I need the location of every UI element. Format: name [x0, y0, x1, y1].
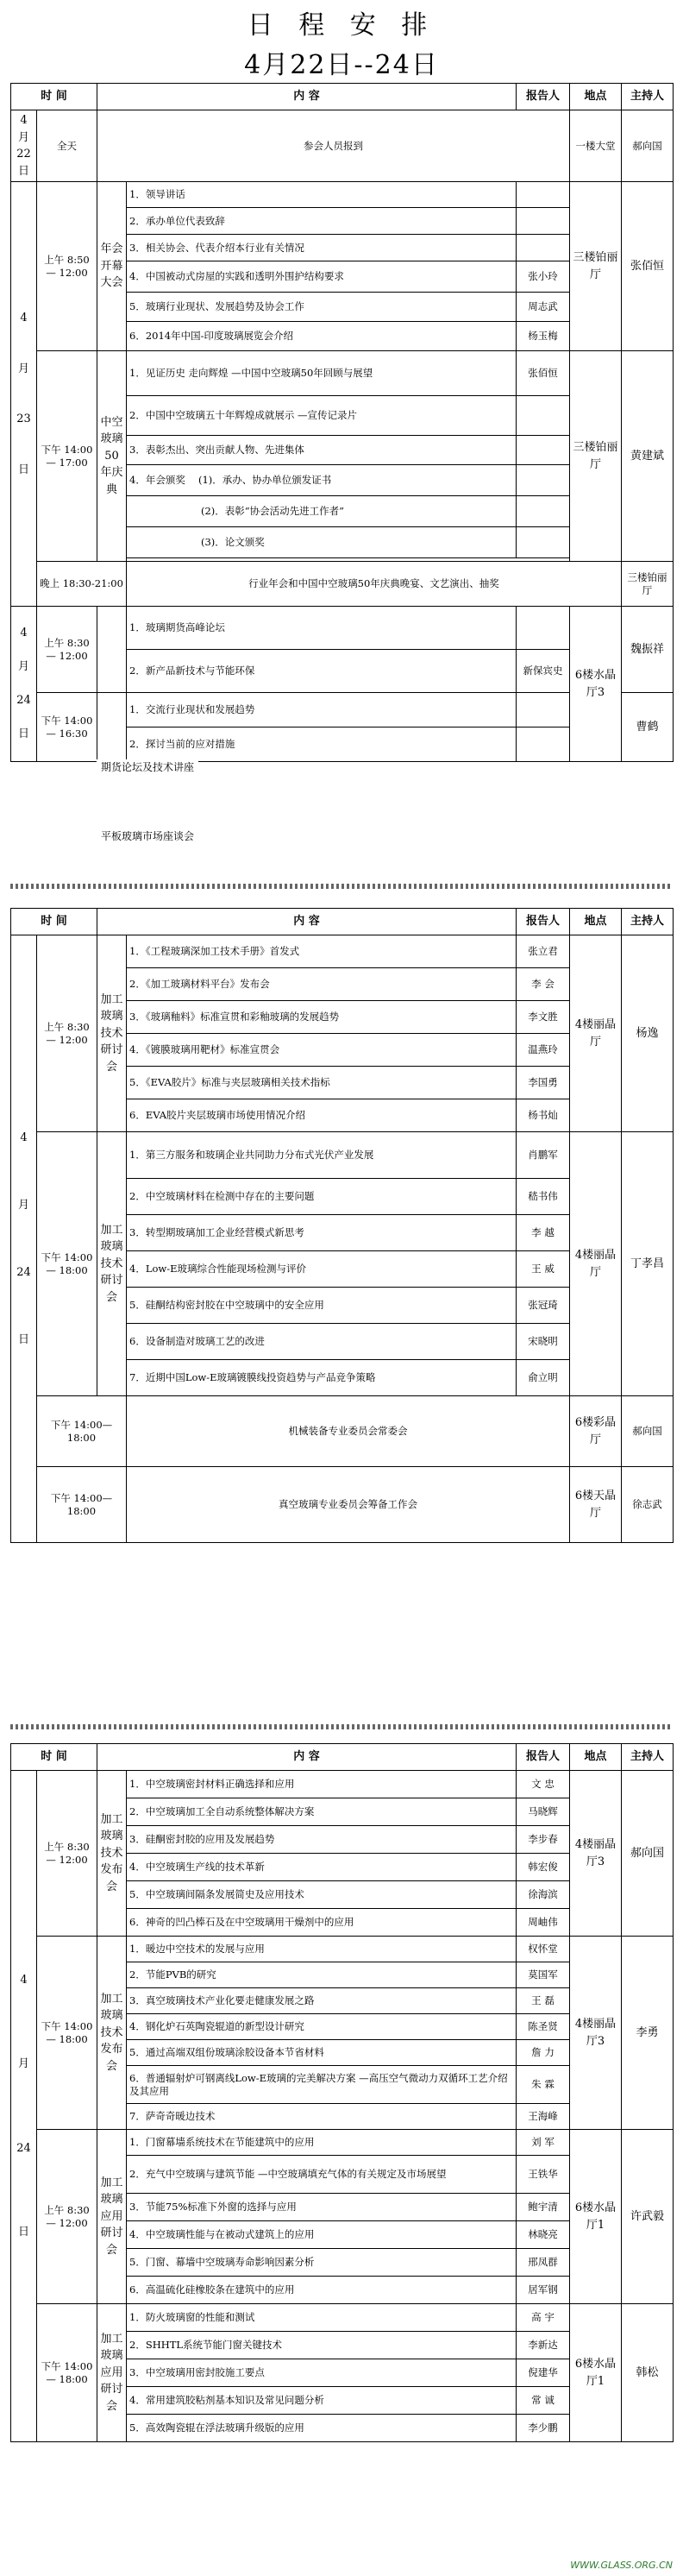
day-23-label: 4 月 23 日 — [11, 182, 37, 607]
header-row: 时 间 内 容 报告人 地点 主持人 — [11, 84, 674, 110]
schedule-table-2: 时 间 内 容 报告人 地点 主持人 4 月 24 日 上午 8:30 — 12:00 加工玻璃技术研讨会 1．《工程玻璃深加工技术手册》首发式 张立君 4楼丽晶厅 杨逸 2．《加工玻璃材料平台》发布会 李 会 3．《玻璃釉料》标准宣贯和彩釉玻璃的发展趋势 李文胜 4．《镀膜玻璃用靶材》标准宣贯会 温燕玲 5．《EVA胶片》标准与夹层玻璃相关技术指标 李国勇 6．EVA胶片夹层玻璃市场使用情况介绍 杨书灿 下午 14:00 — 18:00 加工玻璃技术研讨会 1．第三方服务和玻璃企业共同助力分布式光伏产业发展 肖鹏军 4楼丽晶厅 丁孝昌 2．中空玻璃材料在检测中存在的主要问题 嵇书伟 3．转型期玻璃加工企业经营模式新思考 李 越 4．Low-E玻璃综合性能现场检测与评价 王 威 5．硅酮结构密封胶在中空玻璃中的安全应用 张冠琦 6．设备制造对玻璃工艺的改进 宋晓明 7．近期中国Low-E玻璃镀膜线投资趋势与产品竞争策略 俞立明 下午 14:00—18:00 机械装备专业委员会常委会 6楼彩晶厅 郝向国 下午 14:00—18:00 真空玻璃专业委员会筹备工作会 6楼天晶厅 徐志武 — [10, 908, 674, 1543]
day-24-label: 4 月 24 日 — [11, 1771, 37, 2442]
meeting-row-2: 下午 14:00—18:00 真空玻璃专业委员会筹备工作会 6楼天晶厅 徐志武 — [11, 1467, 674, 1543]
separator — [10, 1724, 673, 1729]
meeting-row-1: 下午 14:00—18:00 机械装备专业委员会常委会 6楼彩晶厅 郝向国 — [11, 1396, 674, 1467]
day-24-label: 4 月 24 日 — [11, 935, 37, 1543]
schedule-table-3: 时 间 内 容 报告人 地点 主持人 4 月 24 日 上午 8:30 — 12:00 加工玻璃技术发布会 1．中空玻璃密封材料正确选择和应用 文 忠 4楼丽晶厅3 郝向国 2．中空玻璃加工全自动系统整体解决方案 马晓辉 3．硅酮密封胶的应用及发展趋势 李步春 4．中空玻璃生产线的技术革新 韩宏俊 5．中空玻璃间隔条发展简史及应用技术 徐海滨 6．神奇的凹凸棒石及在中空玻璃用干燥剂中的应用 周岫伟 下午 14:00 — 18:00 加工玻璃技术发布会 1．暖边中空技术的发展与应用 权怀堂 4楼丽晶厅3 李勇 2．节能PVB的研究 莫国军 3．真空玻璃技术产业化要走健康发展之路 王 磊 4．钢化炉石英陶瓷辊道的新型设计研究 陈圣贤 5．通过高端双组份玻璃涂胶设备本节省材料 詹 力 6．普通辐射炉可钢离线Low-E玻璃的完美解决方案 —高压空气微动力双循环工艺介绍及其应用 朱 霖 7．萨奇奇暖边技术 王海峰 上午 8:30 — 12:00 加工玻璃应用研讨会 1．门窗幕墙系统技术在节能建筑中的应用 刘 军 6楼水晶厅1 许武毅 2．充气中空玻璃与建筑节能 —中空玻璃填充气体的有关规定及市场展望 王铁华 3．节能75%标准下外窗的选择与应用 鲍宇清 4．中空玻璃性能与在被动式建筑上的应用 林晓亮 5．门窗、幕墙中空玻璃寿命影响因素分析 邢凤群 6．高温硫化硅橡胶条在建筑中的应用 居军钢 下午 14:00 — 18:00 加工玻璃应用研讨会 1．防火玻璃窗的性能和测试 高 宇 6楼水晶厅1 韩松 2．SHHTL系统节能门窗关键技术 李新达 3．中空玻璃用密封胶施工要点 倪建华 4．常用建筑胶粘剂基本知识及常见问题分析 常 诚 5．高效陶瓷辊在浮法玻璃升级版的应用 李少鹏 — [10, 1743, 674, 2442]
header-row: 时 间 内 容 报告人 地点 主持人 — [11, 909, 674, 935]
evening-row: 晚上 18:30-21:00 行业年会和中国中空玻璃50年庆典晚宴、文艺演出、抽奖 三楼铂丽厅 — [11, 562, 674, 607]
date-range: 4月22日--24日 — [244, 50, 439, 80]
flatglass-session-label: 平板玻璃市场座谈会 — [97, 828, 198, 843]
page-title: 日 程 安 排 — [247, 10, 436, 41]
site-watermark: WWW.GLASS.ORG.CN — [570, 2560, 673, 2571]
award-item-1: 4．年会颁奖 (1)．承办、协办单位颁发证书 — [127, 465, 517, 496]
day-24-label: 4 月 24 日 — [11, 607, 37, 762]
schedule-table-1: 时 间 内 容 报告人 地点 主持人 4 月 22 日 全天 参会人员报到 一楼大堂 郝向国 4 月 23 日 上午 8:50 — 12:00 年会开幕大会 1．领导讲话 三楼铂丽厅 张佰恒 2．承办单位代表致辞 3．相关协会、代表介绍本行业有关情况 4．中国被动式房屋的实践和透明外围护结构要求 张小玲 5．玻璃行业现状、发展趋势及协会工作 周志武 6．2014年中国-印度玻璃展览会介绍 杨玉梅 下午 14:00 — 17:00 中空玻璃50年庆典 1．见证历史 走向辉煌 —中国中空玻璃50年回顾与展望 张佰恒 三楼铂丽厅 黄建斌 2．中国中空玻璃五十年辉煌成就展示 —宣传记录片 3．表彰杰出、突出贡献人物、先进集体 4．年会颁奖 (1)．承办、协办单位颁发证书 (2)．表彰“协会活动先进工作者” (3)．论文颁奖 晚上 18:30-21:00 行业年会和中国中空玻璃50年庆典晚宴、文艺演出、抽奖 三楼铂丽厅 4 月 24 日 上午 8:30 — 12:00 1．玻璃期货高峰论坛 6楼水晶厅3 魏振祥 2．新产品新技术与节能环保 新保宾史 下午 14:00 — 16:30 1．交流行业现状和发展趋势 曹鹤 2．探讨当前的应对措施 — [10, 83, 674, 762]
header-row: 时 间 内 容 报告人 地点 主持人 — [11, 1744, 674, 1771]
futures-session-label: 期货论坛及技术讲座 — [97, 759, 198, 774]
separator — [10, 884, 673, 889]
arrival-row: 4 月 22 日 全天 参会人员报到 一楼大堂 郝向国 — [11, 110, 674, 182]
